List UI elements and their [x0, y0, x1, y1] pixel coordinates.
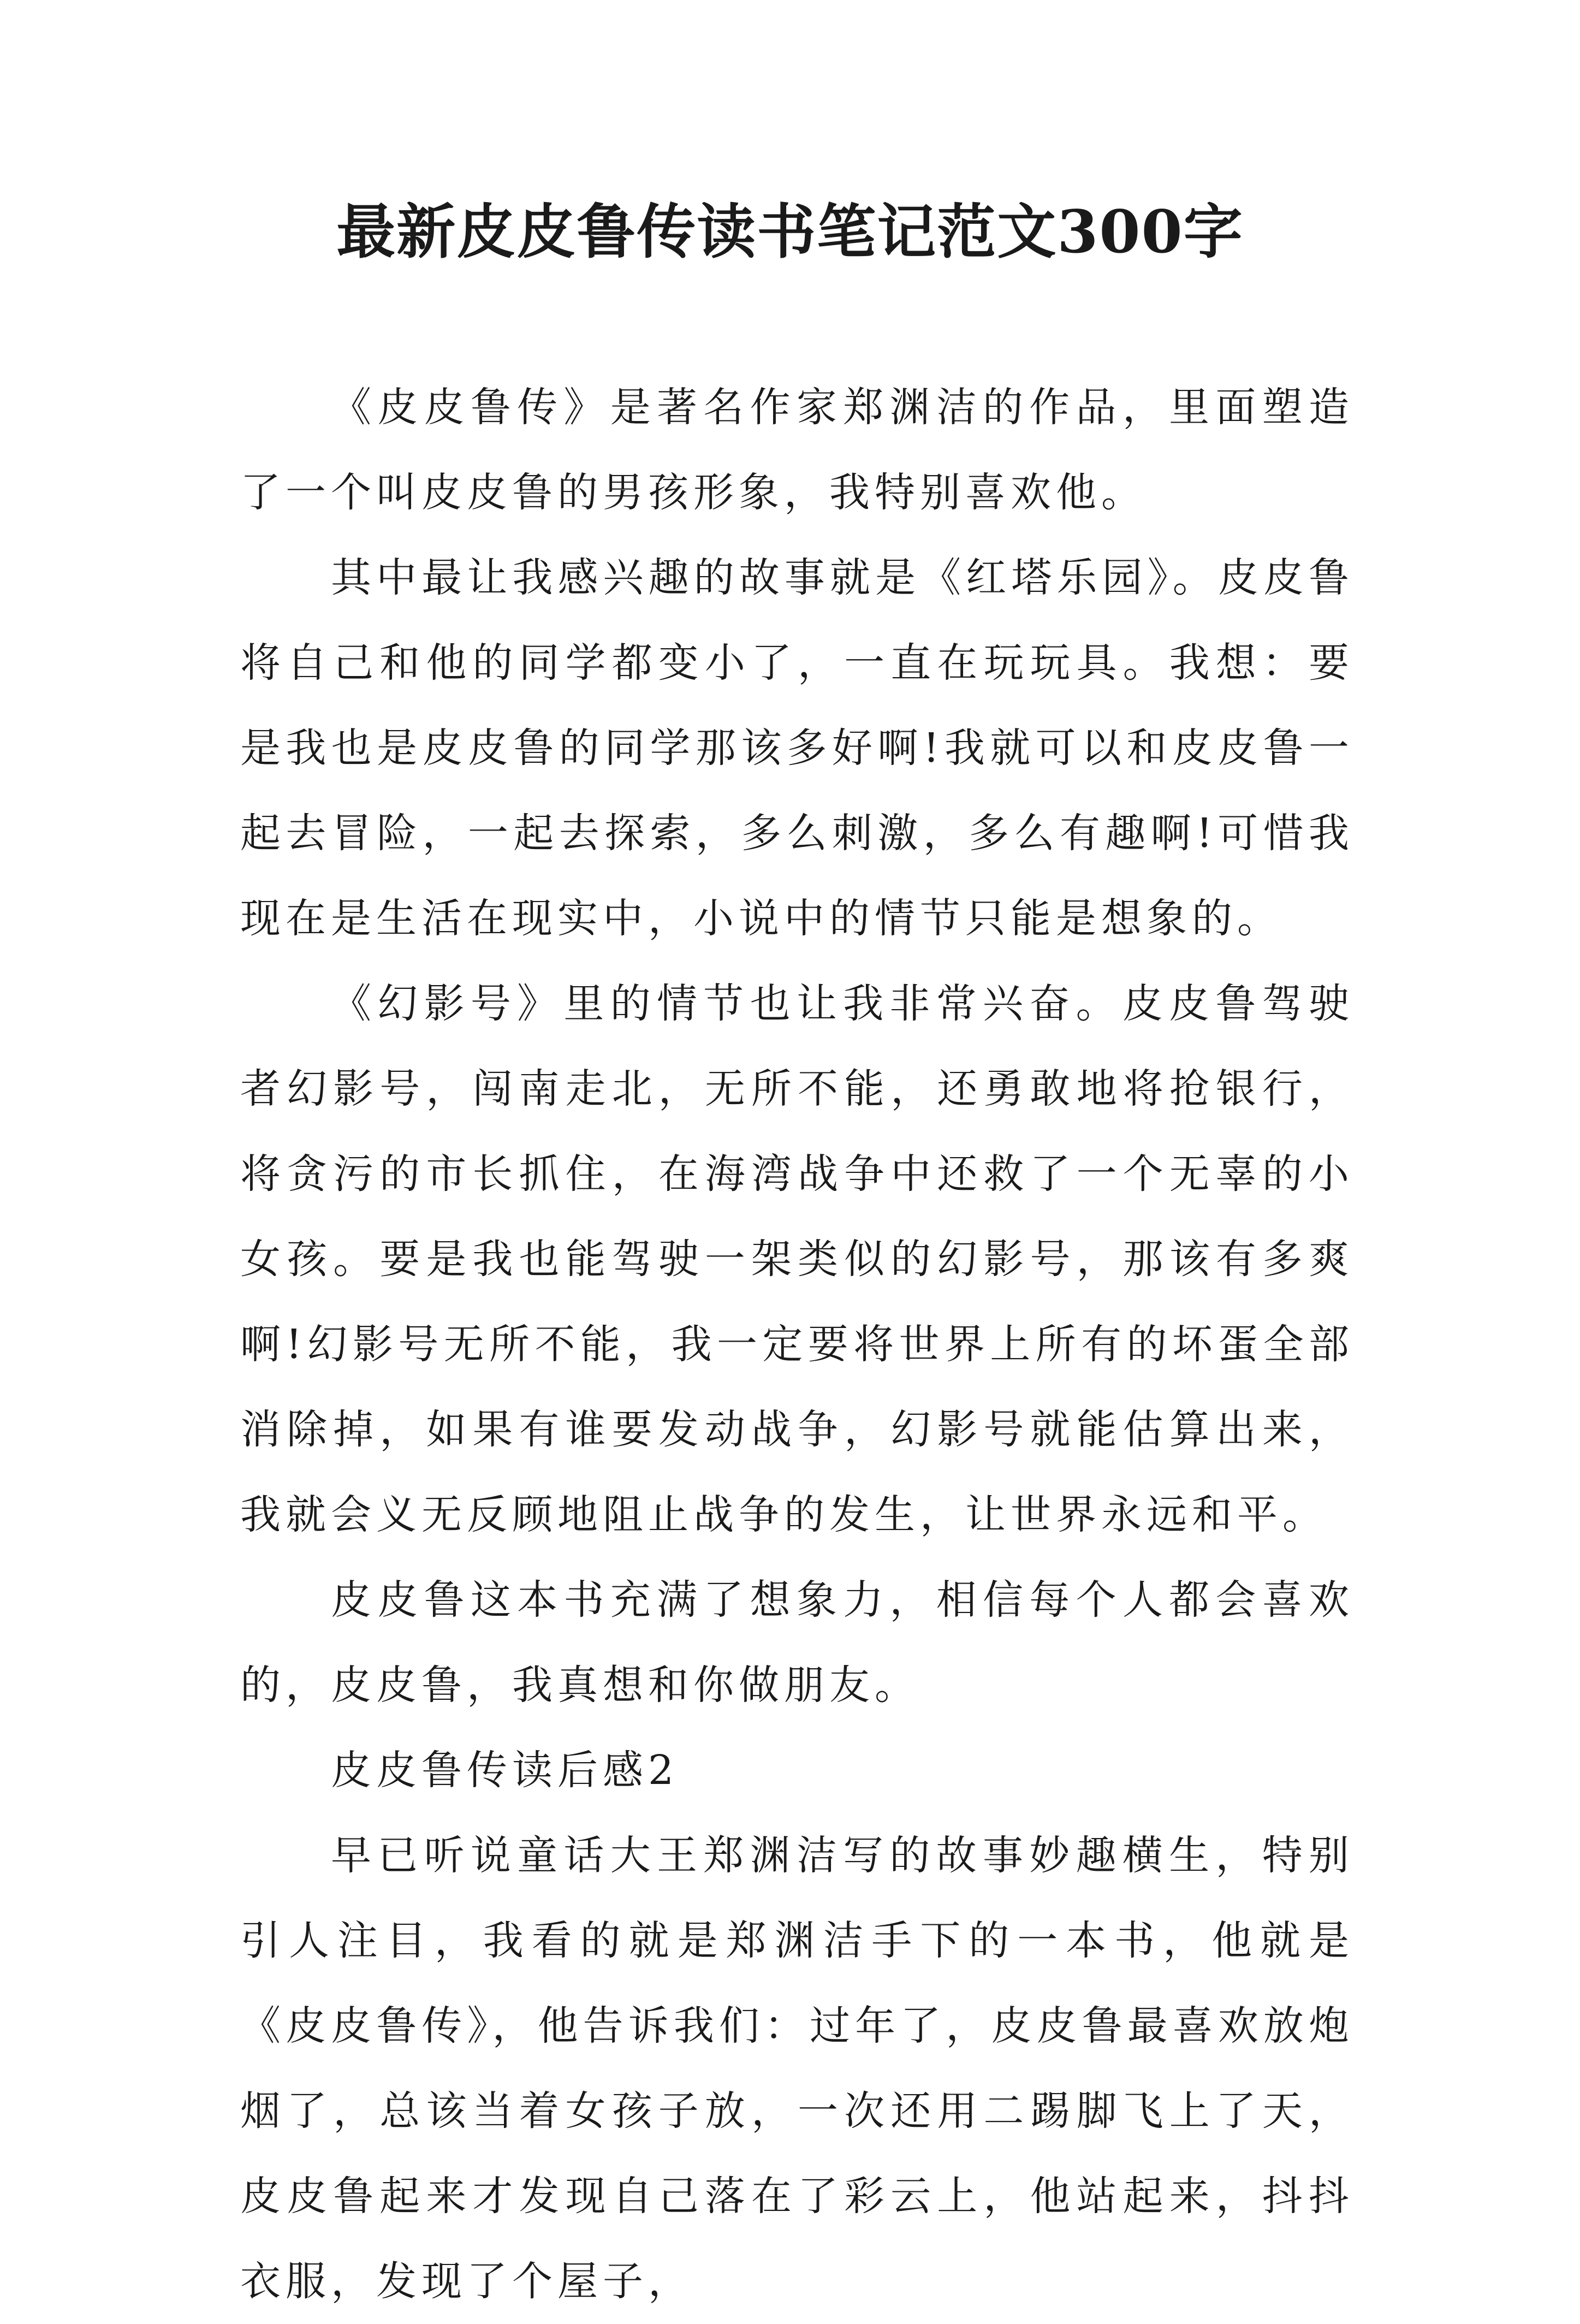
document-title: 最新皮皮鲁传读书笔记范文300字 [336, 198, 1244, 266]
paragraph-conclusion: 皮皮鲁这本书充满了想象力，相信每个人都会喜欢的，皮皮鲁，我真想和你做朋友。 [240, 1576, 1354, 1709]
paragraph-red-tower-park: 其中最让我感兴趣的故事就是《红塔乐园》。皮皮鲁将自己和他的同学都变小了，一直在玩玩具。我想：要是我也是皮皮鲁的同学那该多好啊!我就可以和皮皮鲁一起去冒险，一起去探索，多么刺激，多么有趣啊!可惜我现在是生活在现实中，小说中的情节只能是想象的。 [240, 554, 1354, 942]
paragraph-intro: 《皮皮鲁传》是著名作家郑渊洁的作品，里面塑造了一个叫皮皮鲁的男孩形象，我特别喜欢他。 [240, 384, 1354, 516]
document-body [240, 365, 1354, 2324]
paragraph-review-2: 早已听说童话大王郑渊洁写的故事妙趣横生，特别引人注目，我看的就是郑渊洁手下的一本书，他就是《皮皮鲁传》，他告诉我们：过年了，皮皮鲁最喜欢放炮烟了，总该当着女孩子放，一次还用二踢脚飞上了天，皮皮鲁起来才发现自己落在了彩云上，他站起来，抖抖衣服，发现了个屋子， [240, 1832, 1354, 2305]
section-heading-review-2: 皮皮鲁传读后感2 [331, 1747, 679, 1794]
paragraph-phantom: 《幻影号》里的情节也让我非常兴奋。皮皮鲁驾驶者幻影号，闯南走北，无所不能，还勇敢地将抢银行，将贪污的市长抓住，在海湾战争中还救了一个无辜的小女孩。要是我也能驾驶一架类似的幻影号，那该有多爽啊!幻影号无所不能，我一定要将世界上所有的坏蛋全部消除掉，如果有谁要发动战争，幻影号就能估算出来，我就会义无反顾地阻止战争的发生，让世界永远和平。 [240, 980, 1354, 1538]
